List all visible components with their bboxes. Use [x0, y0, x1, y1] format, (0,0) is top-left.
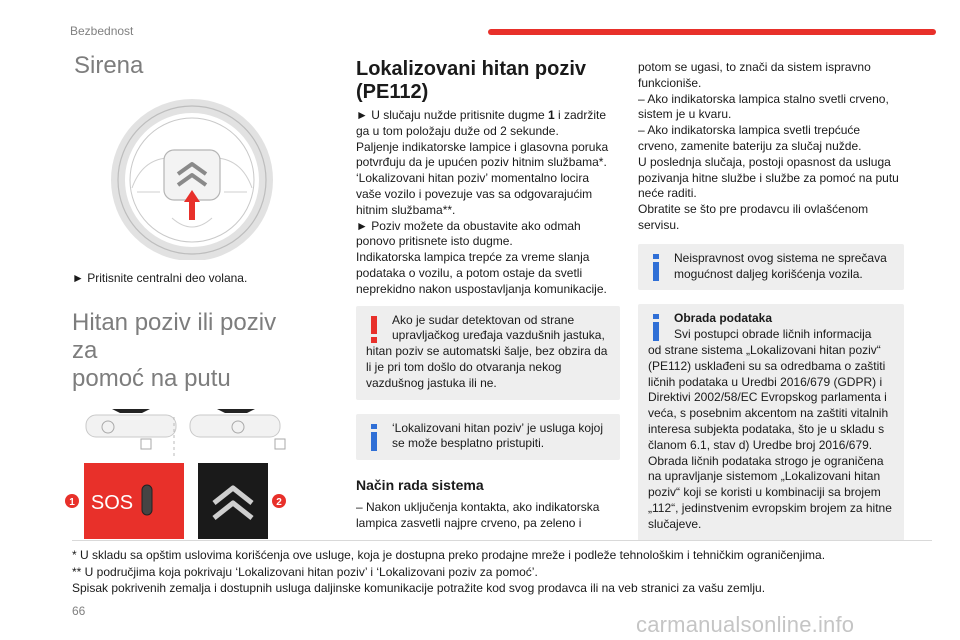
body-line: – Ako indikatorska lampica stalno svetli crveno, — [638, 91, 889, 106]
body-line: neprekidno nakon uspostavljanja komunikacije. — [356, 281, 607, 296]
nacin-rada-heading: Način rada sistema — [356, 477, 484, 494]
footnotes — [72, 540, 932, 597]
body-line: hitnim službama**. — [356, 202, 456, 217]
watermark: carmanualsonline.info — [636, 612, 855, 637]
hitan-heading-line2: pomoć na putu — [72, 364, 231, 392]
info-line: veća, s posebnim akcentom na zaštiti vitalnih — [648, 406, 889, 421]
steering-wheel-illustration — [72, 88, 308, 260]
info-line: se može besplatno pristupiti. — [392, 436, 545, 451]
info-line: Svi postupci obrade ličnih informacija — [674, 327, 872, 342]
info-line: Direktivi 2002/58/EC Evropskog parlamenta i — [648, 390, 887, 405]
footnote: * U skladu sa opštim uslovima korišćenja ove usluge, koja je dostupna preko prodajne mreže i podleže tehnološkim i tehničkim ograničenjima. — [72, 548, 826, 562]
marker-1-label: 1 — [69, 496, 75, 508]
body-line: potom se ugasi, to znači da sistem ispravno — [638, 60, 871, 74]
body-line: servisu. — [638, 217, 680, 232]
body-line: ► U slučaju nužde pritisnite dugme — [356, 108, 548, 122]
info-icon — [648, 312, 664, 342]
body-line: funkcioniše. — [638, 75, 702, 90]
info-box-data-processing — [638, 304, 904, 540]
body-line: sistem je u kvaru. — [638, 107, 732, 122]
body-line: Obratite se što pre prodavcu ili ovlašćenom — [638, 202, 869, 217]
warning-line: vazdušnog jastuka ili ne. — [366, 375, 497, 390]
info-line: članom 6.1, stav d) Uredbe broj 2016/679. — [648, 437, 873, 452]
column-right — [638, 60, 904, 541]
body-line: lampica zasvetli najpre crveno, pa zeleno i — [356, 515, 582, 530]
body-line: i zadržite — [554, 108, 607, 122]
page-number: 66 — [72, 604, 86, 618]
info-box-free-service — [356, 414, 620, 461]
info-line: od strane sistema „Lokalizovani hitan poziv“ — [648, 342, 881, 357]
footnote: ** U područjima koja pokrivaju ‘Lokalizovani hitan poziv’ i ‘Lokalizovani poziv za pomoć’. — [72, 564, 538, 579]
pe112-body — [356, 108, 620, 298]
info-icon — [366, 422, 382, 452]
body-line: crveno, zamenite bateriju za slučaj nužde. — [638, 138, 862, 153]
info-line: slučajeve. — [648, 516, 702, 531]
button-ref: 1 — [547, 108, 555, 122]
section-header: Bezbednost — [70, 24, 134, 38]
warning-line: hitan poziv se automatski šalje, bez obzira da — [366, 344, 608, 359]
warning-line: upravljačkog uređaja vazdušnih jastuka, — [392, 328, 605, 343]
warning-line: Ako je sudar detektovan od strane — [392, 312, 575, 327]
info-box-malfunction — [638, 244, 904, 291]
hitan-heading-line1: Hitan poziv ili poziv za — [72, 308, 277, 364]
info-line: ličnih podataka u Uredbi 2016/679 (GDPR) i — [648, 374, 883, 389]
info-line: „112“, jedinstvenim evropskim brojem za hitne — [648, 500, 892, 515]
info-line: mogućnost daljeg korišćenja vozila. — [674, 266, 863, 281]
body-line: pozivanja hitne službe i službe za pomoć na putu — [638, 170, 899, 185]
info-line: interesa subjekta podataka, što je u skladu s — [648, 421, 885, 436]
footnote: Spisak pokrivenih zemalja i dostupnih usluga daljinske komunikacije potražite kod svog prodavca ili na veb stranici za vašu zemlju. — [72, 581, 766, 595]
body-line: ‘Lokalizovani hitan poziv’ momentalno locira — [356, 171, 590, 186]
nacin-rada-body — [356, 500, 620, 532]
body-line: potvrđuju da je upućen poziv hitnim službama*. — [356, 155, 607, 170]
pe112-heading-line1: Lokalizovani hitan poziv — [356, 58, 587, 80]
body-line: Indikatorska lampica trepće za vreme slanja — [356, 250, 590, 265]
info-line: Neispravnost ovog sistema ne sprečava — [674, 250, 887, 265]
sirena-heading: Sirena — [74, 52, 144, 79]
info-line: (PE112) usklađeni su sa odredbama o zaštiti — [648, 358, 886, 373]
body-line: – Ako indikatorska lampica svetli trepćuće — [638, 123, 861, 138]
warning-line: li je pri tom došlo do otvaranja nekog — [366, 359, 562, 374]
body-line: Paljenje indikatorske lampice i glasovna poruka — [356, 139, 609, 154]
body-line: – Nakon uključenja kontakta, ako indikatorska — [356, 500, 600, 515]
sos-buttons-illustration — [42, 397, 302, 547]
pe112-heading-line2: (PE112) — [356, 81, 429, 103]
pe112-heading — [356, 58, 620, 104]
warning-box — [356, 306, 620, 400]
body-line: ga u tom položaju duže od 2 sekunde. — [356, 123, 559, 138]
body-line: ponovo pritisnete isto dugme. — [356, 234, 513, 249]
body-line: vaše vozilo i povezuje vas sa odgovarajućim — [356, 186, 593, 201]
body-line: neće raditi. — [638, 186, 697, 201]
info-icon — [648, 252, 664, 282]
sos-button-label: SOS — [90, 491, 134, 514]
column-middle — [356, 58, 620, 532]
sirena-instruction: ► Pritisnite centralni deo volana. — [72, 271, 248, 285]
info-line: na upravljanje sistemom „Lokalizovani hitan — [648, 469, 881, 484]
column-left — [69, 52, 308, 552]
body-line: U poslednja slučaja, postoji opasnost da usluga — [638, 154, 891, 169]
exclamation-icon — [366, 314, 382, 344]
header-accent-bar — [488, 29, 936, 35]
info-line: poziv“ koji se koristi u kombinaciji sa brojem — [648, 485, 881, 500]
hitan-poziv-heading — [72, 309, 308, 393]
status-body — [638, 60, 904, 234]
marker-2-label: 2 — [276, 496, 282, 508]
data-processing-title: Obrada podataka — [674, 311, 773, 326]
info-line: Obrada ličnih podataka strogo je ograničena — [648, 453, 884, 468]
body-line: ► Poziv možete da obustavite ako odmah — [356, 218, 581, 233]
body-line: podataka o vozilu, a potom ostaje da svetli — [356, 265, 583, 280]
info-line: ‘Lokalizovani hitan poziv’ je usluga kojoj — [392, 420, 604, 435]
